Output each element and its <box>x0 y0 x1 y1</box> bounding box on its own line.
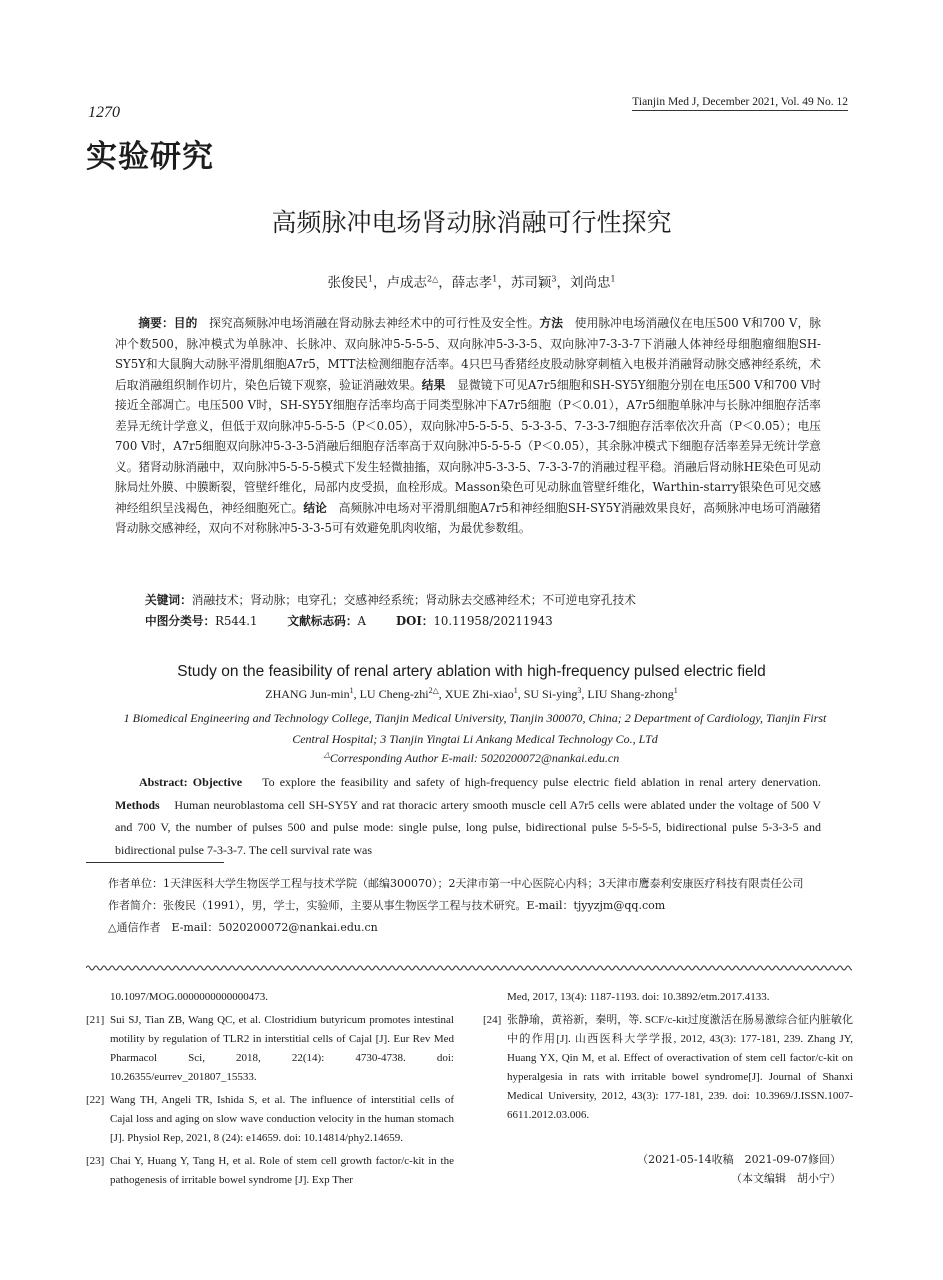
abstract-methods: 使用脉冲电场消融仪在电压500 V和700 V，脉冲个数500，脉冲模式为单脉冲、长脉冲、双向脉冲5-5-5-5、双向脉冲5-3-3-5、双向脉冲7-3-3-7下消融人体神经母细胞瘤细胞SH-SY5Y和大鼠胸大动脉平滑肌细胞A7r5，MTT法检测细胞存活率。4只巴马香猪经皮股动脉穿刺植入电极并消融肾动脉交感神经系统，术后取消融组织制作切片，染色后镜下观察，验证消融效果。 <box>115 316 821 392</box>
reference-text: Sui SJ, Tian ZB, Wang QC, et al. Clostridium butyricum promotes intestinal motility by regulation of TLR2 in interstitial cells of Cajal [J]. Eur Rev Med Pharmacol Sci, 2018, 22(14): 4730-4738. doi: 10.26355/eurrev_201807_15533. <box>110 1014 454 1083</box>
reference-continuation: Med, 2017, 13(4): 1187-1193. doi: 10.3892/etm.2017.4133. <box>507 991 770 1003</box>
abstract-en-label: Abstract: Objective <box>139 775 243 789</box>
author-name: 张俊民 <box>327 275 368 291</box>
author-affil-en: 1 <box>349 686 354 695</box>
reference-number: [22] <box>86 1094 105 1106</box>
doc-code-label: 文献标志码： <box>287 614 358 628</box>
page-number: 1270 <box>88 104 120 121</box>
author-affil-en: 3 <box>577 686 582 695</box>
reference-number: [21] <box>86 1014 105 1026</box>
references-right-column <box>483 988 853 1129</box>
keywords-cn <box>145 592 636 608</box>
reference-text: 张静瑜，黄裕新，秦明，等. SCF/c-kit过度激活在肠易激综合征内脏敏化中的作用[J]. 山西医科大学学报, 2012, 43(3): 177-181, 239. Zhang JY, Huang YX, Qin M, et al. Effect of overactivation of stem cell factor/c-kit on hyperalgesia in rats with irritable bowel syndrome[J]. Journal of Shanxi Medical University, 2012, 43(3): 177-181, 239. doi: 10.3969/J.ISSN.1007-6611.2012.03.006. <box>507 1014 853 1121</box>
author-name-en: LU Cheng-zhi <box>359 687 429 701</box>
author-name-en: SU Si-ying <box>523 687 578 701</box>
clc-value: R544.1 <box>215 614 258 628</box>
article-title-en: Study on the feasibility of renal artery ablation with high-frequency pulsed electric field <box>177 663 766 680</box>
footnote-rule <box>86 862 224 863</box>
methods-label: 方法 <box>539 316 563 330</box>
reference-item <box>86 1011 454 1087</box>
author-affil: 3 <box>551 274 557 284</box>
author-affil-en: 1 <box>513 686 518 695</box>
author-affil-en: 2△ <box>428 686 439 695</box>
references-left-column <box>86 988 454 1194</box>
author-affil: 1 <box>367 274 374 284</box>
keywords-text: 消融技术；肾动脉；电穿孔；交感神经系统；肾动脉去交感神经术；不可逆电穿孔技术 <box>191 593 636 607</box>
abstract-en-objective: To explore the feasibility and safety of high-frequency pulse electric field ablation in renal artery denervation. <box>262 775 821 789</box>
authors-en: ZHANG Jun-$\min^1$, LU Cheng-zhi$^{2\triangle}$, XUE Zhi-xiao$^1$, SU Si-ying$^3$, LIU Shang-zhong$^1$ <box>265 686 678 701</box>
abstract-label: 摘要：目的 <box>138 316 198 330</box>
author-name: 卢成志 <box>386 275 428 291</box>
author-affil-en: 1 <box>673 686 678 695</box>
corresponding-mark: △ <box>323 750 330 759</box>
reference-text: Wang TH, Angeli TR, Ishida S, et al. The influence of interstitial cells of Cajal loss and aging on slow wave conduction velocity in the human stomach [J]. Physiol Rep, 2021, 8 (24): e14659. doi: 10.14814/phy2.14659. <box>110 1094 454 1144</box>
affiliations-en: 1 Biomedical Engineering and Technology College, Tianjin Medical University, Tianjin 300070, China; 2 Department of Cardiology, Tianjin First Central Hospital; 3 Tianjin Yingtai Li Ankang Medical Technology Co., LTd <box>123 711 827 746</box>
author-affil: 2△ <box>427 274 439 284</box>
section-label: 实验研究 <box>86 139 214 175</box>
reference-item <box>86 1091 454 1148</box>
keywords-label: 关键词： <box>145 593 192 607</box>
author-name: 刘尚忠 <box>569 275 611 291</box>
reference-item <box>86 1152 454 1190</box>
journal-reference: Tianjin Med J, December 2021, Vol. 49 No. 12 <box>632 96 848 111</box>
footnote-corresponding: △通信作者 E-mail：5020200072@nankai.edu.cn <box>108 921 378 934</box>
corresponding-author-en <box>0 751 943 766</box>
manuscript-dates <box>483 1150 841 1188</box>
abstract-en-methods: Human neuroblastoma cell SH-SY5Y and rat thoracic artery smooth muscle cell A7r5 cells were ablated under the voltage of 500 V and 700 V, the number of pulses 500 and pulse mode: single pulse, long pulse, bidirectional pulse 5-5-5-5, bidirectional pulse 5-3-3-5 and bidirectional pulse 7-3-3-7. The cell survival rate was <box>115 797 822 857</box>
wavy-divider <box>86 963 852 973</box>
author-name: 薛志孝 <box>451 275 493 291</box>
footnote-affiliations: 作者单位：1天津医科大学生物医学工程与技术学院（邮编300070）；2天津市第一中心医院心内科；3天津市鹰泰利安康医疗科技有限责任公司 <box>108 877 804 890</box>
footnote-author-bio: 作者简介：张俊民（1991），男，学士，实验师，主要从事生物医学工程与技术研究。E-mail：tjyyzjm@qq.com <box>108 899 666 912</box>
abstract-cn <box>115 313 821 539</box>
reference-text: Chai Y, Huang Y, Tang H, et al. Role of stem cell growth factor/c-kit in the pathogenesis of irritable bowel syndrome [J]. Exp Ther <box>110 1155 454 1186</box>
conclusion-label: 结论 <box>303 500 327 515</box>
received-revised-dates: （2021-05-14收稿 2021-09-07修回） <box>637 1153 841 1166</box>
author-name: 苏司颖 <box>510 275 552 291</box>
doi-value: 10.11958/20211943 <box>433 614 553 628</box>
clc-label: 中图分类号： <box>145 614 216 628</box>
article-title-cn: 高频脉冲电场肾动脉消融可行性探究 <box>271 208 672 237</box>
corresponding-text: Corresponding Author E-mail: 5020200072@nankai.edu.cn <box>329 751 620 765</box>
doi-label: DOI： <box>396 614 434 628</box>
author-affil: 1 <box>492 274 498 284</box>
editor-credit: （本文编辑 胡小宁） <box>731 1172 841 1185</box>
methods-en-label: Methods <box>115 797 160 812</box>
reference-item <box>483 1011 853 1125</box>
reference-continuation: 10.1097/MOG.0000000000000473. <box>110 991 268 1003</box>
abstract-results: 显微镜下可见A7r5细胞和SH-SY5Y细胞分别在电压500 V和700 V时接近全部凋亡。电压500 V时，SH-SY5Y细胞存活率均高于同类型脉冲下A7r5细胞（P＜0.01），A7r5细胞单脉冲与长脉冲细胞存活率差异无统计学意义，但低于双向脉冲5-5-5-5（P＜0.05），双向脉冲5-5-5-5、5-3-3-5、7-3-3-7细胞存活率依次升高（P＜0.05）；电压700 V时，A7r5细胞双向脉冲5-3-3-5消融后细胞存活率高于双向脉冲5-5-5-5（P＜0.05），其余脉冲模式下细胞存活率差异无统计学意义。猪肾动脉消融中，双向脉冲5-5-5-5模式下发生轻微抽搐，双向脉冲5-3-3-5、7-3-3-7的消融过程平稳。消融后肾动脉HE染色可见动脉局灶外膜、中膜断裂，管壁纤维化，局部内皮受损，血栓形成。Masson染色可见动脉血管壁纤维化，Warthin-starry银染色可见交感神经组织呈浅褐色，神经细胞死亡。 <box>115 377 821 515</box>
footnotes <box>86 874 852 937</box>
reference-number: [23] <box>86 1155 105 1167</box>
reference-number: [24] <box>483 1014 502 1026</box>
abstract-en <box>115 771 821 861</box>
results-label: 结果 <box>421 377 446 392</box>
classification-line <box>145 613 553 629</box>
author-name-en: LIU Shang-zhong <box>587 687 674 701</box>
authors-cn: 张俊民$^1$，卢成志$^{2\triangle}$，薛志孝$^1$，苏司颖$^3$，刘尚忠$^1$ <box>327 274 616 291</box>
doc-code-value: A <box>357 614 366 628</box>
author-affil: 1 <box>610 274 616 284</box>
author-name-en: XUE Zhi-xiao <box>444 687 514 701</box>
abstract-conclusion: 高频脉冲电场对平滑肌细胞A7r5和神经细胞SH-SY5Y消融效果良好，高频脉冲电场可消融猪肾动脉交感神经，双向不对称脉冲5-3-3-5可有效避免肌肉收缩，为最优参数组。 <box>115 500 821 535</box>
abstract-objective: 探究高频脉冲电场消融在肾动脉去神经术中的可行性及安全性。 <box>209 316 540 330</box>
author-name-en: ZHANG Jun-min <box>265 687 350 701</box>
